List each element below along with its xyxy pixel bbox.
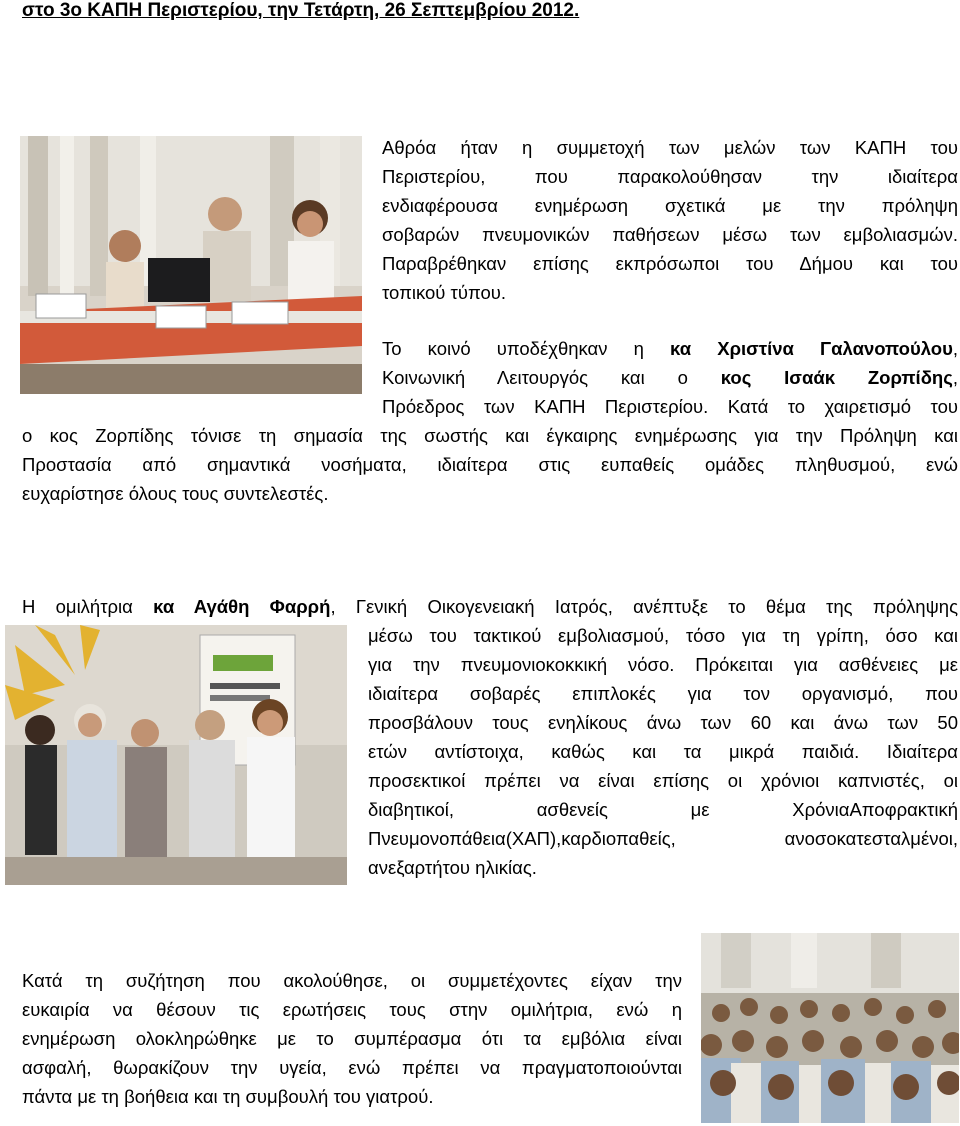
text-segment: , Γενική Οικογενειακή Ιατρός, ανέπτυξε το θέμα της πρόληψης — [330, 596, 958, 617]
text-line: ο κος Ζορπίδης τόνισε τη σημασία της σωστής και έγκαιρης ενημέρωσης για την Πρόληψη και — [22, 425, 958, 446]
text-line: πάντα με τη βοήθεια και τη συμβουλή του γιατρού. — [22, 1086, 434, 1107]
text-line: Προστασία από σημαντικά νοσήματα, ιδιαίτερα στις ευπαθείς ομάδες πληθυσμού, ενώ — [22, 454, 958, 475]
text-segment: Η ομιλήτρια — [22, 596, 154, 617]
text-line: ασφαλή, θωρακίζουν την υγεία, ενώ πρέπει να πραγματοποιούνται — [22, 1057, 682, 1078]
person-name: κα Χριστίνα Γαλανοπούλου — [670, 338, 953, 359]
text-line: Κατά τη συζήτηση που ακολούθησε, οι συμμετέχοντες είχαν την — [22, 970, 682, 991]
speakers-panel-photo — [20, 136, 362, 394]
audience-photo — [701, 933, 959, 1123]
text-line: Αθρόα ήταν η συμμετοχή των μελών των ΚΑΠΗ του — [382, 137, 958, 158]
text-line: Περιστερίου, που παρακολούθησαν την ιδιαίτερα — [382, 166, 958, 187]
text-line: σοβαρών πνευμονικών παθήσεων μέσω των εμβολιασμών. — [382, 224, 958, 245]
text-segment: Κοινωνική Λειτουργός και ο — [382, 367, 721, 388]
text-segment: , — [952, 338, 959, 359]
group-photo — [5, 625, 347, 885]
text-line: Πνευμονοπάθεια(ΧΑΠ),καρδιοπαθείς, ανοσοκατεσταλμένοι, — [368, 828, 958, 849]
text-line: ανεξαρτήτου ηλικίας. — [368, 857, 537, 878]
text-line: τοπικού τύπου. — [382, 282, 506, 303]
text-line: ενδιαφέρουσα ενημέρωση σχετικά με την πρόληψη — [382, 195, 958, 216]
text-line: ενημέρωση ολοκληρώθηκε με το συμπέρασμα ότι τα εμβόλια είναι — [22, 1028, 682, 1049]
text-line: ευχαρίστησε όλους τους συντελεστές. — [22, 483, 329, 504]
text-line: για την πνευμονιοκοκκική νόσο. Πρόκειται για ασθένειες με — [368, 654, 958, 675]
person-name: κα Αγάθη Φαρρή — [153, 596, 331, 617]
text-line: ιδιαίτερα σοβαρές επιπλοκές για τον οργανισμό, που — [368, 683, 958, 704]
text-line: μέσω του τακτικού εμβολιασμού, τόσο για τη γρίπη, όσο και — [368, 625, 958, 646]
text-segment: , — [952, 367, 958, 388]
page-heading: στο 3ο ΚΑΠΗ Περιστερίου, την Τετάρτη, 26 Σεπτεμβρίου 2012. — [22, 0, 580, 21]
text-line — [382, 334, 958, 363]
text-line — [382, 363, 958, 392]
text-line — [22, 592, 958, 621]
text-line: προσεκτικοί πρέπει να είναι επίσης οι χρόνιοι καπνιστές, οι — [368, 770, 958, 791]
text-line: ευκαιρία να θέσουν τις ερωτήσεις τους στην ομιλήτρια, ενώ η — [22, 999, 682, 1020]
text-line: προσβάλουν τους ενηλίκους άνω των 60 και άνω των 50 — [368, 712, 958, 733]
text-segment: Το κοινό υποδέχθηκαν η — [382, 338, 671, 359]
text-line: Πρόεδρος των ΚΑΠΗ Περιστερίου. Κατά το χαιρετισμό του — [382, 396, 958, 417]
text-line: Παραβρέθηκαν επίσης εκπρόσωποι του Δήμου και του — [382, 253, 958, 274]
text-line: διαβητικοί, ασθενείς με ΧρόνιαΑποφρακτική — [368, 799, 958, 820]
person-name: κος Ισαάκ Ζορπίδης — [720, 367, 953, 388]
text-line: ετών αντίστοιχα, καθώς και τα μικρά παιδιά. Ιδιαίτερα — [368, 741, 958, 762]
